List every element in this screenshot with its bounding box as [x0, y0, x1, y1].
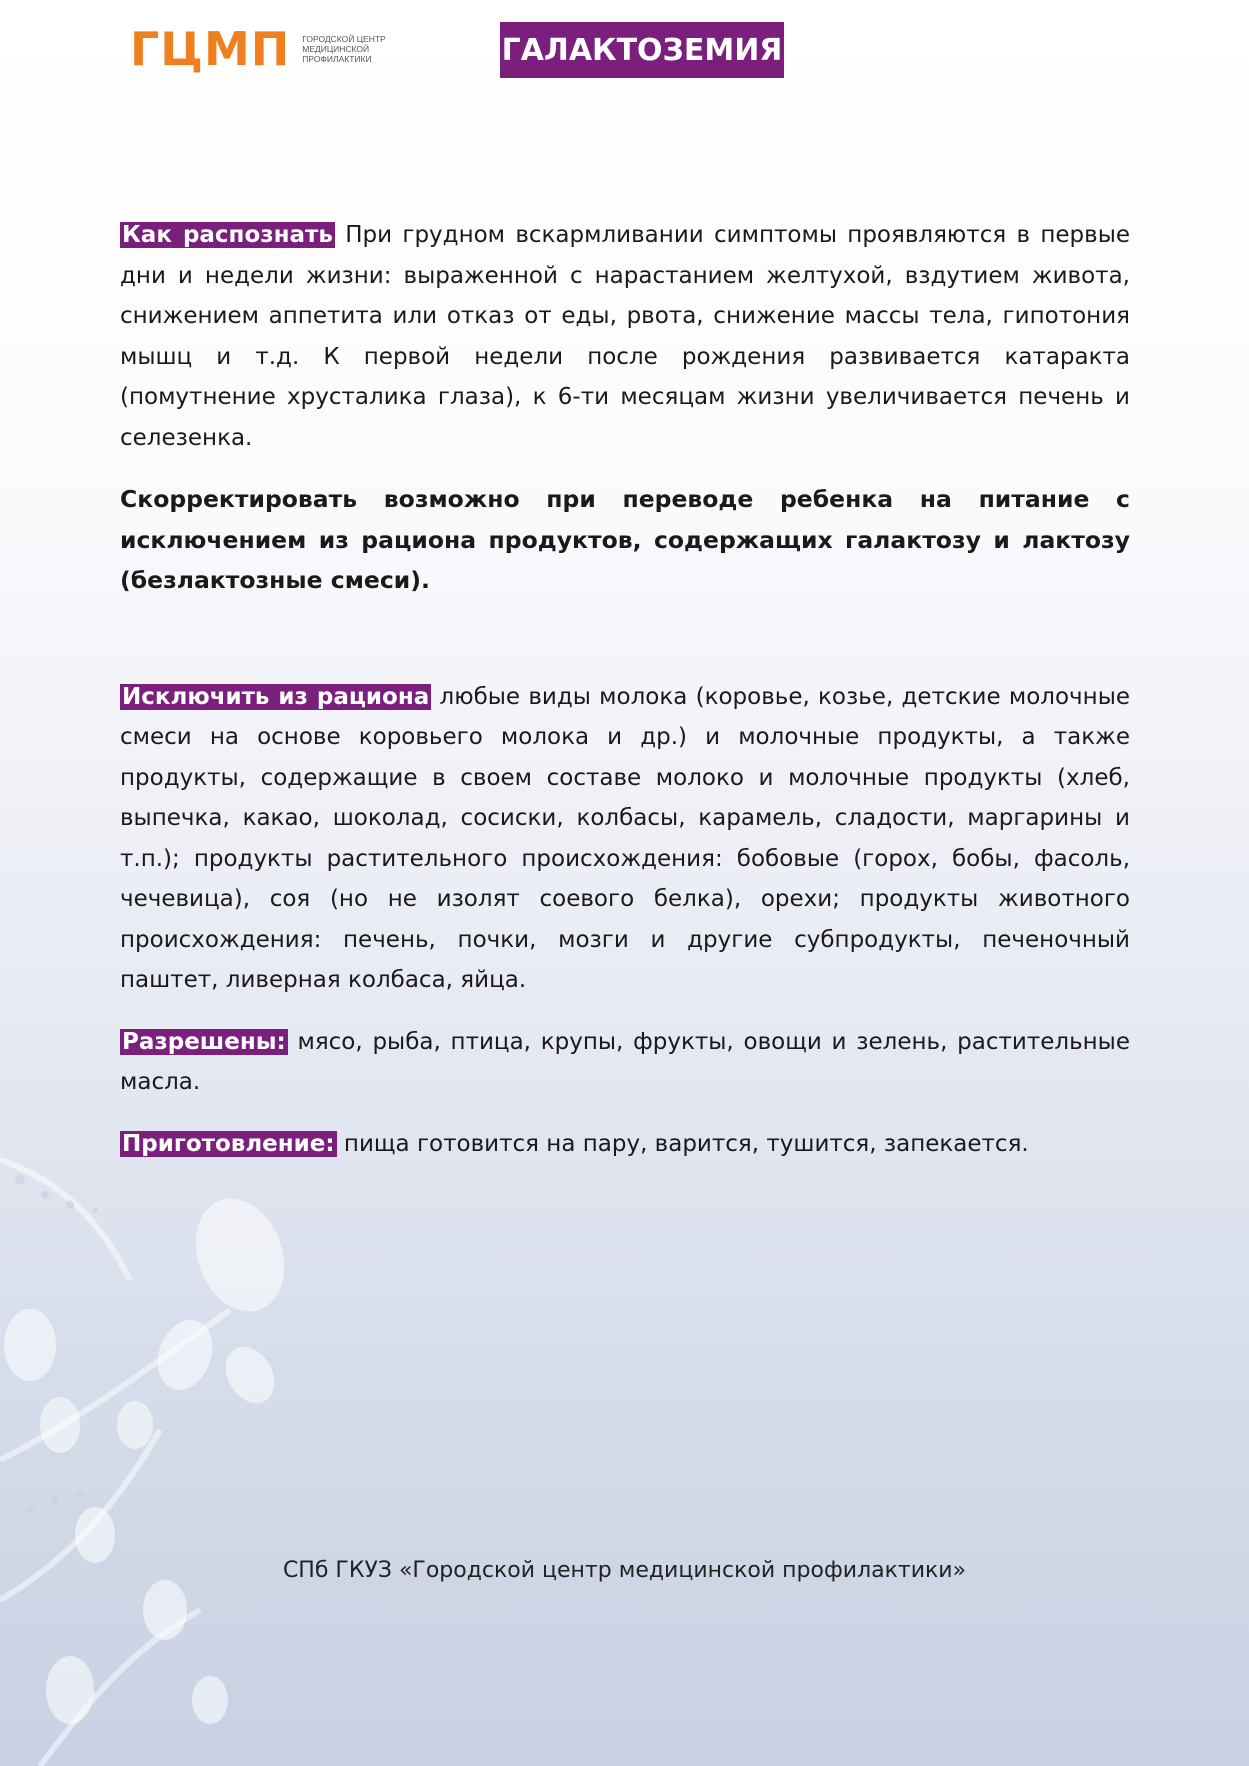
organization-logo	[130, 22, 412, 76]
logo-caption-line: ПРОФИЛАКТИКИ	[302, 54, 372, 64]
logo-caption-line: ГОРОДСКОЙ ЦЕНТР	[302, 34, 386, 44]
paragraph-correction: Скорректировать возможно при переводе ребенка на питание с исключением из рациона продуктов, содержащих галактозу и лактозу (безлактозные смеси).	[120, 485, 1130, 594]
highlight-label: Исключить из рациона	[122, 683, 430, 710]
paragraph-cooking	[120, 1124, 1130, 1165]
page-title: ГАЛАКТОЗЕМИЯ	[500, 22, 784, 78]
paragraph-text: любые виды молока (коровье, козье, детские молочные смеси на основе коровьего молока и др.) и молочные продукты, а также продукты, содержащие в своем составе молоко и молочные продукты (хлеб, выпечка, какао, шоколад, сосиски, колбасы, карамель, сладости, маргарины и т.п.); продукты растительного происхождения: бобовые (горох, бобы, фасоль, чечевица), соя (но не изолят соевого белка), орехи; продукты животного происхождения: печень, почки, мозги и другие субпродукты, печеночный паштет, ливерная колбаса, яйца.	[120, 683, 1130, 993]
paragraph-recognize	[120, 215, 1130, 458]
logo-caption-line: МЕДИЦИНСКОЙ	[302, 44, 370, 54]
paragraph-allowed	[120, 1022, 1130, 1103]
logo-caption	[302, 34, 412, 64]
logo-mark: ГЦМП	[130, 22, 291, 76]
paragraph-exclude	[120, 677, 1130, 1001]
main-content	[120, 215, 1130, 1164]
paragraph-text: пища готовится на пару, варится, тушится, запекается.	[336, 1130, 1029, 1157]
paragraph-text: При грудном вскармливании симптомы проявляются в первые дни и недели жизни: выраженной с нарастанием желтухой, вздутием живота, снижением аппетита или отказ от еды, рвота, снижение массы тела, гипотония мышц и т.д. К первой недели после рождения развивается катаракта (помутнение хрусталика глаза), к 6-ти месяцам жизни увеличивается печень и селезенка.	[120, 222, 1130, 451]
highlight-label: Как распознать	[122, 222, 333, 248]
highlight-label: Разрешены:	[122, 1028, 286, 1055]
highlight-label: Приготовление:	[122, 1130, 335, 1157]
page-footer: СПб ГКУЗ «Городской центр медицинской профилактики»	[282, 1558, 967, 1583]
paragraph-text: мясо, рыба, птица, крупы, фрукты, овощи и зелень, растительные масла.	[120, 1028, 1130, 1095]
